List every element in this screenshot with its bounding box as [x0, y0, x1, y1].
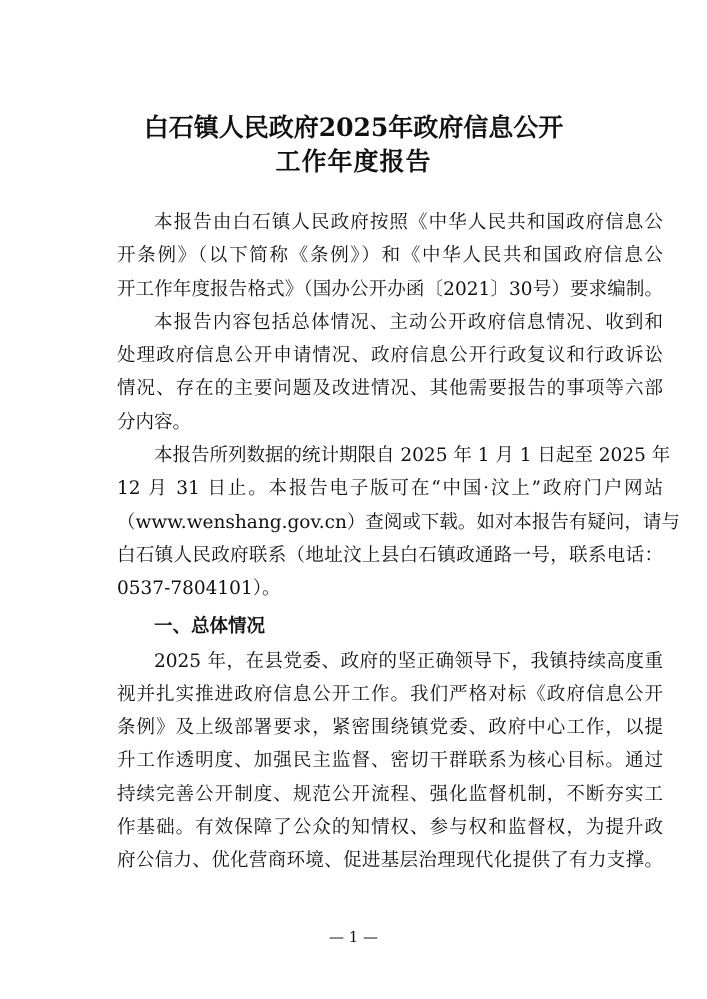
paragraph-line: 0537-7804101）。: [117, 578, 281, 600]
paragraph-line: 开条例》（以下简称《条例》）和《中华人民共和国政府信息公: [117, 245, 663, 267]
paragraph-line: 本报告由白石镇人民政府按照《中华人民共和国政府信息公: [154, 212, 663, 233]
document-body: [117, 206, 680, 878]
document-title-line2: 工作年度报告: [275, 147, 432, 176]
paragraph-line: 条例》及上级部署要求，紧密围绕镇党委、政府中心工作，以提: [117, 717, 663, 739]
document-title-line1: 白石镇人民政府2025年政府信息公开: [143, 113, 564, 142]
paragraph-line: 府公信力、优化营商环境、促进基层治理现代化提供了有力支撑。: [117, 850, 663, 872]
paragraph-line: 情况、存在的主要问题及改进情况、其他需要报告的事项等六部: [117, 378, 663, 400]
paragraph-line: 分内容。: [117, 411, 192, 433]
paragraph-line: 视并扎实推进政府信息公开工作。我们严格对标《政府信息公开: [117, 683, 663, 705]
paragraph-line: 2025 年，在县党委、政府的坚正确领导下，我镇持续高度重: [154, 650, 663, 672]
paragraph-line: 本报告内容包括总体情况、主动公开政府信息情况、收到和: [154, 311, 663, 333]
paragraph-line: 升工作透明度、加强民主监督、密切干群联系为核心目标。通过: [117, 750, 663, 772]
paragraph-line: 处理政府信息公开申请情况、政府信息公开行政复议和行政诉讼: [117, 345, 663, 367]
paragraph-line: 本报告所列数据的统计期限自 2025 年 1 月 1 日起至 2025 年: [154, 445, 671, 467]
paragraph-line: 白石镇人民政府联系（地址汶上县白石镇政通路一号，联系电话：: [117, 544, 663, 566]
paragraph-line: 12 月 31 日止。本报告电子版可在“中国·汶上”政府门户网站: [117, 478, 663, 500]
paragraph-line: 作基础。有效保障了公众的知情权、参与权和监督权，为提升政: [117, 817, 663, 839]
paragraph-line: （www.wenshang.gov.cn）查阅或下载。如对本报告有疑问，请与: [117, 511, 680, 533]
page-number: — 1 —: [328, 928, 379, 946]
paragraph-line: 持续完善公开制度、规范公开流程、强化监督机制，不断夯实工: [117, 783, 663, 805]
paragraph-line: 开工作年度报告格式》（国办公开办函〔2021〕30号）要求编制。: [117, 278, 663, 300]
section-heading: 一、总体情况: [154, 615, 266, 637]
